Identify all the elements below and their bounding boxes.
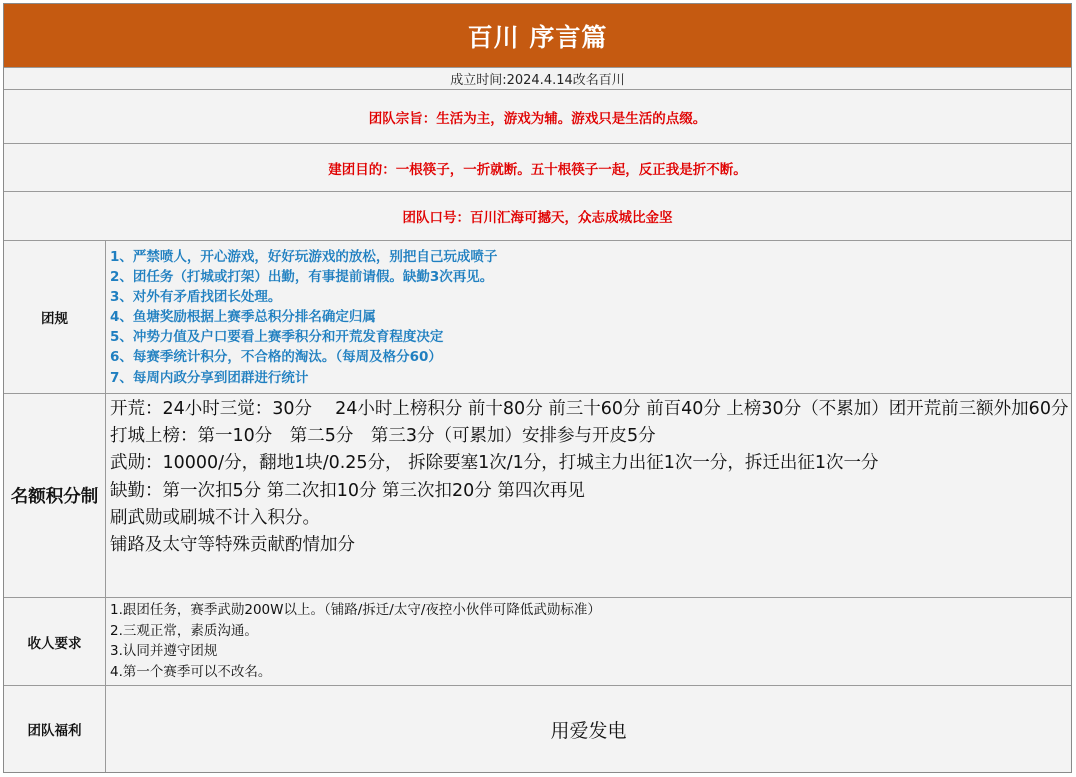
rules-section xyxy=(4,241,1071,394)
page-title: 百川 序言篇 xyxy=(4,4,1071,68)
points-list xyxy=(106,394,1071,597)
rule-item: 7、每周内政分享到团群进行统计 xyxy=(110,369,309,386)
benefit-section xyxy=(4,686,1071,772)
document-sheet xyxy=(3,3,1072,773)
rule-item: 6、每赛季统计积分，不合格的淘汰。（每周及格分60） xyxy=(110,349,442,366)
rules-label: 团规 xyxy=(4,241,106,393)
rule-item: 5、冲势力值及户口要看上赛季积分和开荒发育程度决定 xyxy=(110,329,444,346)
rule-item: 3、对外有矛盾找团长处理。 xyxy=(110,289,282,306)
benefit-text: 用爱发电 xyxy=(550,719,627,742)
points-item: 铺路及太守等特殊贡献酌情加分 xyxy=(110,535,355,556)
team-slogan: 团队口号：百川汇海可撼天，众志成城比金坚 xyxy=(4,192,1071,241)
rule-item: 1、严禁喷人，开心游戏，好好玩游戏的放松，别把自己玩成喷子 xyxy=(110,249,498,265)
recruit-section xyxy=(4,598,1071,686)
points-item: 武勋：10000/分，翻地1块/0.25分， 拆除要塞1次/1分，打城主力出征1次一分，拆迁出征1次一分 xyxy=(110,453,879,474)
recruit-item: 4.第一个赛季可以不改名。 xyxy=(110,663,272,680)
recruit-item: 2.三观正常，素质沟通。 xyxy=(110,622,258,639)
team-goal: 建团目的：一根筷子，一折就断。五十根筷子一起，反正我是折不断。 xyxy=(4,144,1071,192)
recruit-item: 1.跟团任务，赛季武勋200W以上。（铺路/拆迁/太守/夜控小伙伴可降低武勋标准） xyxy=(110,602,601,618)
recruit-item: 3.认同并遵守团规 xyxy=(110,643,218,660)
benefit-label: 团队福利 xyxy=(4,686,106,772)
points-item: 开荒：24小时三觉：30分 24小时上榜积分 前十80分 前三十60分 前百40分 上榜30分（不累加）团开荒前三额外加60分 xyxy=(110,399,1069,419)
points-label: 名额积分制 xyxy=(4,394,106,597)
rules-list xyxy=(106,241,1071,393)
founded-date: 成立时间:2024.4.14改名百川 xyxy=(4,68,1071,90)
points-section xyxy=(4,394,1071,598)
recruit-list xyxy=(106,598,1071,685)
points-item: 打城上榜：第一10分 第二5分 第三3分（可累加）安排参与开皮5分 xyxy=(110,426,656,447)
rule-item: 2、团任务（打城或打架）出勤，有事提前请假。缺勤3次再见。 xyxy=(110,269,494,286)
points-item: 缺勤：第一次扣5分 第二次扣10分 第三次扣20分 第四次再见 xyxy=(110,480,585,501)
team-purpose: 团队宗旨：生活为主，游戏为辅。游戏只是生活的点缀。 xyxy=(4,90,1071,144)
recruit-label: 收人要求 xyxy=(4,598,106,685)
rule-item: 4、鱼塘奖励根据上赛季总积分排名确定归属 xyxy=(110,309,376,326)
points-item: 刷武勋或刷城不计入积分。 xyxy=(110,507,320,528)
